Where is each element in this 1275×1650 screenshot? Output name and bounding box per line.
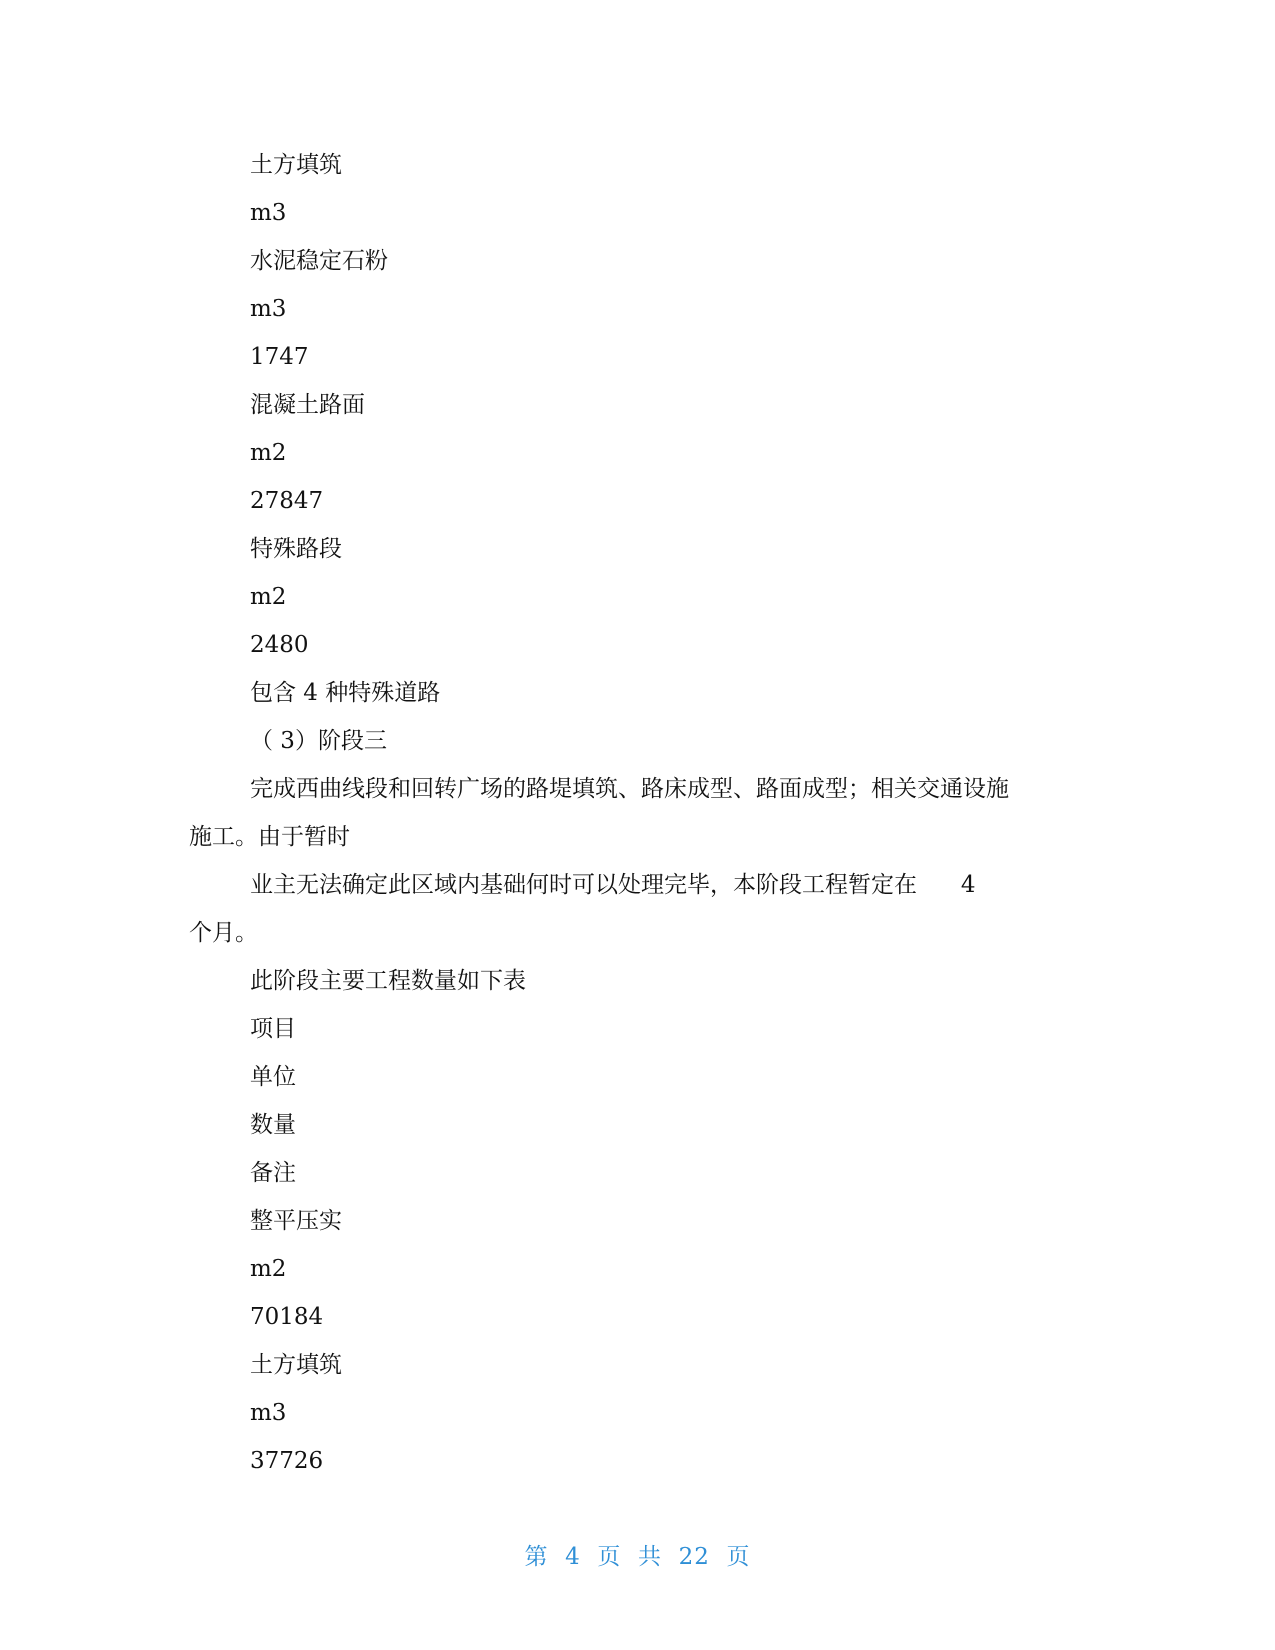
table-cell-unit: m3 (250, 296, 287, 322)
table-cell-unit: m2 (250, 584, 287, 610)
table-cell-item: 水泥稳定石粉 (250, 248, 388, 274)
paragraph-line: 施工。由于暂时 (189, 824, 350, 850)
table-cell-item: 特殊路段 (250, 536, 342, 562)
table-cell-unit: m2 (250, 440, 287, 466)
table-header-remark: 备注 (250, 1160, 296, 1186)
section-heading: （ 3）阶段三 (250, 728, 387, 754)
table-cell-quantity: 27847 (250, 488, 324, 514)
table-cell-item: 土方填筑 (250, 152, 342, 178)
table-cell-unit: m2 (250, 1256, 287, 1282)
table-cell-quantity: 2480 (250, 632, 309, 658)
table-cell-quantity: 1747 (250, 344, 309, 370)
table-cell-item: 混凝土路面 (250, 392, 365, 418)
table-header-quantity: 数量 (250, 1112, 296, 1138)
paragraph-line: 完成西曲线段和回转广场的路堤填筑、路床成型、路面成型；相关交通设施 (250, 776, 1009, 802)
table-caption: 此阶段主要工程数量如下表 (250, 968, 526, 994)
paragraph-line: 个月。 (189, 920, 258, 946)
table-header-item: 项目 (250, 1016, 296, 1042)
table-cell-quantity: 37726 (250, 1448, 324, 1474)
table-header-unit: 单位 (250, 1064, 296, 1090)
table-cell-remark: 包含 4 种特殊道路 (250, 680, 441, 706)
table-cell-unit: m3 (250, 200, 287, 226)
table-cell-quantity: 70184 (250, 1304, 324, 1330)
paragraph-line: 业主无法确定此区域内基础何时可以处理完毕，本阶段工程暂定在 4 (250, 872, 976, 898)
page-number-footer: 第 4 页 共 22 页 (524, 1544, 751, 1570)
table-cell-unit: m3 (250, 1400, 287, 1426)
table-cell-item: 整平压实 (250, 1208, 342, 1234)
table-cell-item: 土方填筑 (250, 1352, 342, 1378)
